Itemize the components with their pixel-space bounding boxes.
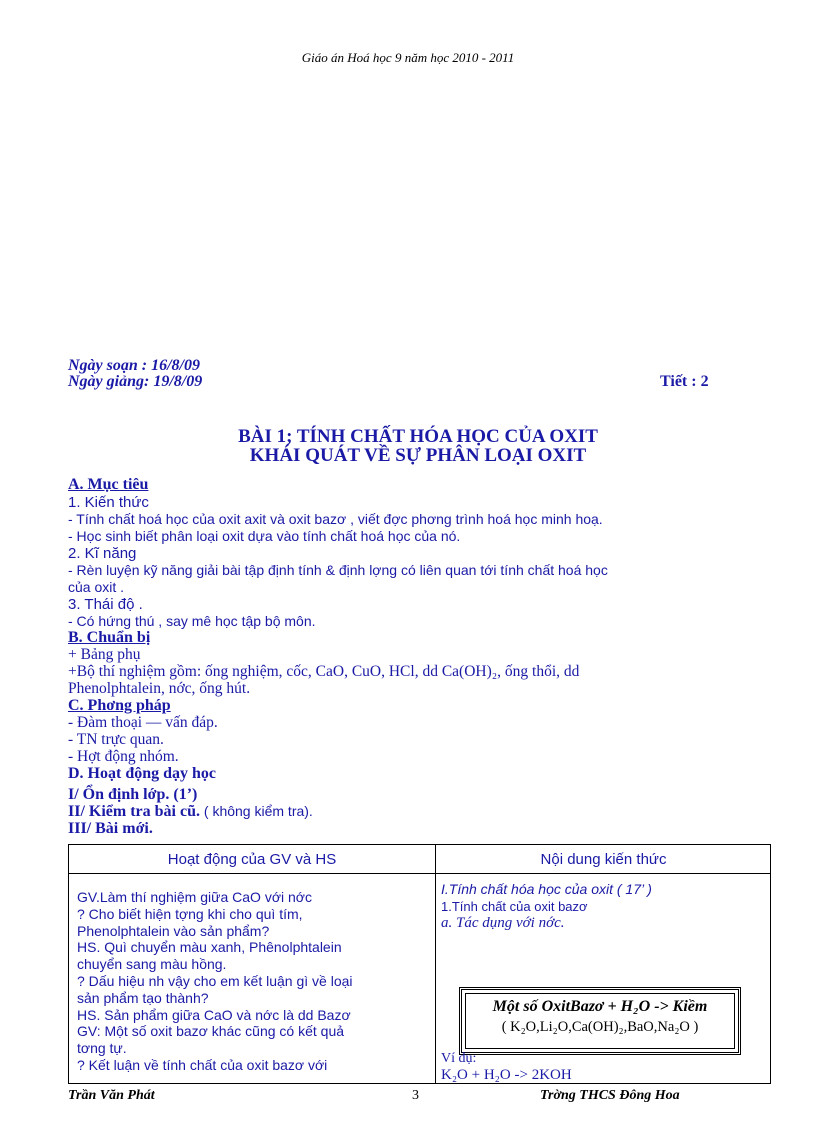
- vi-du-reaction: K₂O + H₂O -> 2KOH: [441, 1067, 572, 1083]
- vi-du-label: Ví dụ:: [441, 1051, 477, 1066]
- activity-line: HS. Quì chuyển màu xanh, Phênolphtalein: [77, 939, 342, 956]
- phuong-phap-line-3: - Hợt động nhóm.: [68, 748, 179, 765]
- tiet-label: Tiết : 2: [660, 373, 709, 390]
- activity-line: ? Cho biết hiện tợng khi cho quì tím,: [77, 905, 303, 922]
- ki-nang-line-1: - Rèn luyện kỹ năng giải bài tập định tính & định lợng có liên quan tới tính chất hoá học: [68, 562, 608, 578]
- ngay-giang: Ngày giảng: 19/8/09: [68, 373, 203, 390]
- section-a-heading: A. Mục tiêu: [68, 476, 149, 493]
- step-kiem-tra: [68, 803, 313, 821]
- activity-line: HS. Sản phẩm giữa CaO và nớc là dd Bazơ: [77, 1006, 351, 1023]
- content-subheading: 1.Tính chất của oxit bazơ: [441, 899, 588, 914]
- chuan-bi-line-2: +Bộ thí nghiệm gồm: ống nghiệm, cốc, CaO, CuO, HCl, dd Ca(OH)₂, ống thổi, dd: [68, 663, 580, 680]
- activity-line: tơng tự.: [77, 1040, 127, 1057]
- footer-school: Trờng THCS Đông Hoa: [540, 1088, 680, 1103]
- chuan-bi-line-1: + Bảng phụ: [68, 646, 141, 663]
- activity-line: sản phẩm tạo thành?: [77, 989, 209, 1006]
- rule-box-formula: Một số OxitBazơ + H₂O -> Kiềm: [492, 998, 708, 1015]
- rule-box: [459, 987, 741, 1055]
- rule-box-examples: ( K₂O,Li₂O,Ca(OH)₂,BaO,Na₂O ): [501, 1019, 699, 1035]
- section-b-heading: B. Chuẩn bị: [68, 629, 151, 646]
- activity-line: ? Kết luận về tính chất của oxit bazơ với: [77, 1056, 328, 1073]
- footer-author: Trần Văn Phát: [68, 1088, 155, 1103]
- thai-do-heading: 3. Thái độ .: [68, 596, 143, 613]
- activity-line: GV.Làm thí nghiệm giữa CaO với nớc: [77, 889, 312, 905]
- step-kiem-tra-note: ( không kiểm tra).: [200, 803, 313, 819]
- page-header: Giáo án Hoá học 9 năm học 2010 - 2011: [301, 50, 515, 65]
- ki-nang-line-2: của oxit .: [68, 579, 125, 595]
- content-subheading-a: a. Tác dụng với nớc.: [441, 915, 565, 931]
- activity-column: [77, 889, 429, 1074]
- thai-do-line-1: - Có hứng thú , say mê học tập bộ môn.: [68, 613, 316, 629]
- step-on-dinh-lop: I/ Ổn định lớp. (1’): [68, 786, 198, 803]
- kien-thuc-heading: 1. Kiến thức: [68, 494, 149, 511]
- kien-thuc-line-1: - Tính chất hoá học của oxit axit và oxit bazơ , viết đợc phơng trình hoá học minh hoạ.: [68, 511, 603, 527]
- footer-page-number: 3: [412, 1088, 419, 1103]
- ngay-soan: Ngày soạn : 16/8/09: [68, 357, 200, 374]
- content-heading: I.Tính chất hóa học của oxit ( 17’ ): [441, 881, 652, 897]
- table-header-noi-dung: Nội dung kiến thức: [540, 851, 667, 868]
- activity-line: Phenolphtalein vào sản phẩm?: [77, 922, 270, 939]
- table-column-divider: [435, 845, 436, 1083]
- chuan-bi-line-3: Phenolphtalein, nớc, ống hút.: [68, 680, 251, 697]
- table-header-divider: [69, 873, 770, 874]
- activity-line: GV: Một số oxit bazơ khác cũng có kết quả: [77, 1023, 345, 1040]
- step-kiem-tra-title: II/ Kiểm tra bài cũ.: [68, 803, 200, 820]
- lesson-title-line1: BÀI 1; TÍNH CHẤT HÓA HỌC CỦA OXIT: [238, 426, 598, 447]
- activity-line: ? Dấu hiệu nh vậy cho em kết luận gì về loại: [77, 972, 353, 989]
- step-bai-moi: III/ Bài mới.: [68, 820, 153, 837]
- section-d-heading: D. Hoạt động dạy học: [68, 765, 217, 782]
- lesson-table: [68, 844, 771, 1084]
- table-header-hoat-dong: Hoạt động của GV và HS: [167, 851, 337, 868]
- activity-line: chuyển sang màu hồng.: [77, 956, 227, 973]
- ki-nang-heading: 2. Kĩ năng: [68, 545, 137, 562]
- phuong-phap-line-1: - Đàm thoại — vấn đáp.: [68, 714, 218, 731]
- phuong-phap-line-2: - TN trực quan.: [68, 731, 164, 748]
- lesson-title-line2: KHÁI QUÁT VỀ SỰ PHÂN LOẠI OXIT: [249, 445, 587, 466]
- kien-thuc-line-2: - Học sinh biết phân loại oxit dựa vào tính chất hoá học của nó.: [68, 528, 461, 544]
- section-c-heading: C. Phơng pháp: [68, 697, 171, 714]
